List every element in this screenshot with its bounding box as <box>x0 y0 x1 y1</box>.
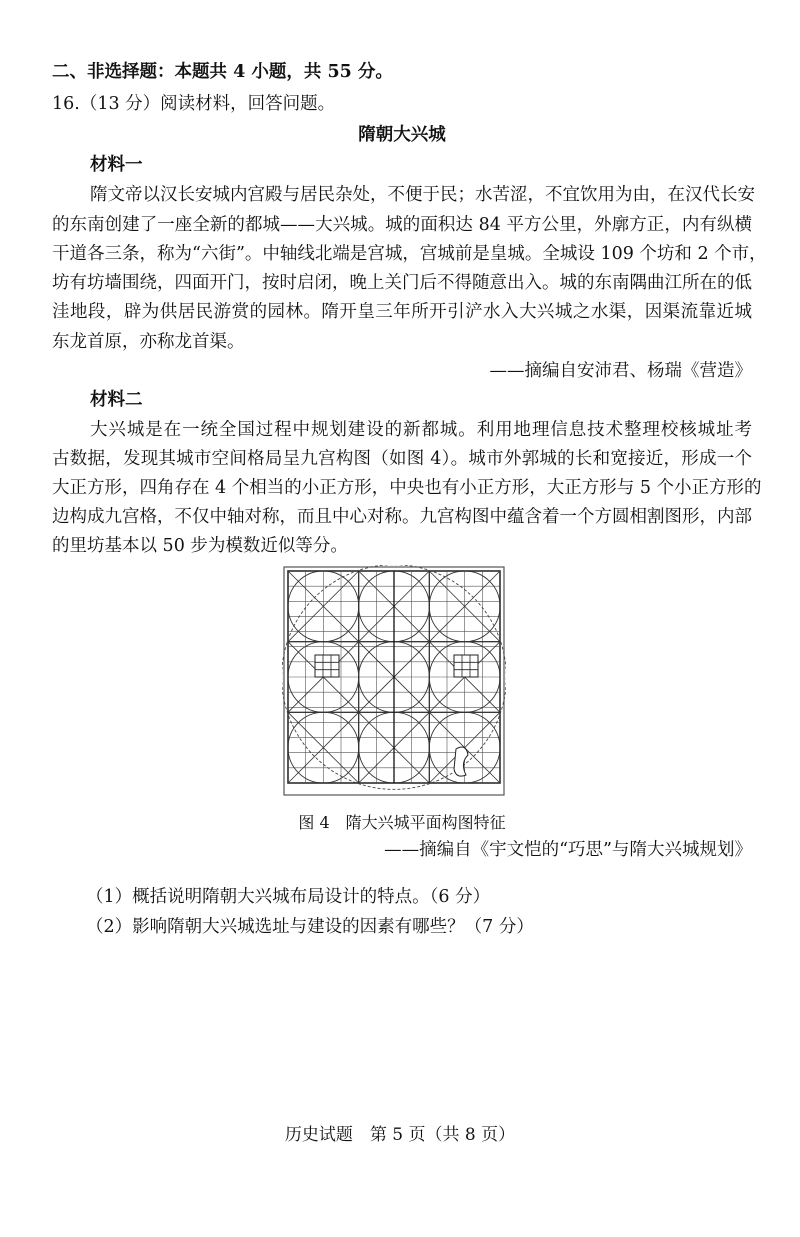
article-title: 隋朝大兴城 <box>358 125 446 145</box>
figure-caption: 图 4 隋大兴城平面构图特征 <box>298 813 506 832</box>
question-1: （1）概括说明隋朝大兴城布局设计的特点。（6 分） <box>86 887 491 907</box>
material2-line: 边构成九宫格，不仅中轴对称，而且中心对称。九宫构图中蕴含着一个方圆相割图形，内部 <box>52 507 752 527</box>
material1-heading: 材料一 <box>90 155 143 175</box>
material1-line: 洼地段，辟为供居民游赏的园林。隋开皇三年所开引浐水入大兴城之水渠，因渠流靠近城 <box>52 302 752 322</box>
market-block <box>454 655 478 677</box>
question-intro: 16.（13 分）阅读材料，回答问题。 <box>52 94 336 114</box>
material1-source: ——摘编自安沛君、杨瑞《营造》 <box>489 361 752 381</box>
material1-line: 坊有坊墙围绕，四面开门，按时启闭，晚上关门后不得随意出入。城的东南隅曲江所在的低 <box>52 273 752 293</box>
material2-line: 大正方形，四角存在 4 个相当的小正方形，中央也有小正方形，大正方形与 5 个小正方形的 <box>52 478 762 498</box>
material2-line: 大兴城是在一统全国过程中规划建设的新都城。利用地理信息技术整理校核城址考 <box>90 420 752 440</box>
section-header: 二、非选择题：本题共 4 小题，共 55 分。 <box>52 62 393 82</box>
material1-line: 东龙首原，亦称龙首渠。 <box>52 332 245 352</box>
material2-line: 的里坊基本以 50 步为模数近似等分。 <box>52 536 348 556</box>
material2-heading: 材料二 <box>90 390 143 410</box>
material2-line: 古数据，发现其城市空间格局呈九宫构图（如图 4）。城市外郭城的长和宽接近，形成一个 <box>52 449 752 469</box>
city-plan-diagram <box>282 565 506 797</box>
city-plan-figure <box>282 565 506 797</box>
material2-source: ——摘编自《宇文恺的“巧思”与隋大兴城规划》 <box>384 840 752 860</box>
material1-line: 的东南创建了一座全新的都城——大兴城。城的面积达 84 平方公里，外廓方正，内有纵横 <box>52 215 752 235</box>
market-block <box>315 655 339 677</box>
page-footer: 历史试题 第 5 页（共 8 页） <box>284 1125 516 1145</box>
question-2: （2）影响隋朝大兴城选址与建设的因素有哪些？（7 分） <box>86 917 534 937</box>
material1-line: 干道各三条，称为“六街”。中轴线北端是宫城，宫城前是皇城。全城设 109 个坊和 2 个市， <box>52 244 767 264</box>
material1-line: 隋文帝以汉长安城内宫殿与居民杂处，不便于民；水苦涩，不宜饮用为由，在汉代长安 <box>90 185 755 205</box>
qujiang-garden-mark <box>454 747 468 776</box>
